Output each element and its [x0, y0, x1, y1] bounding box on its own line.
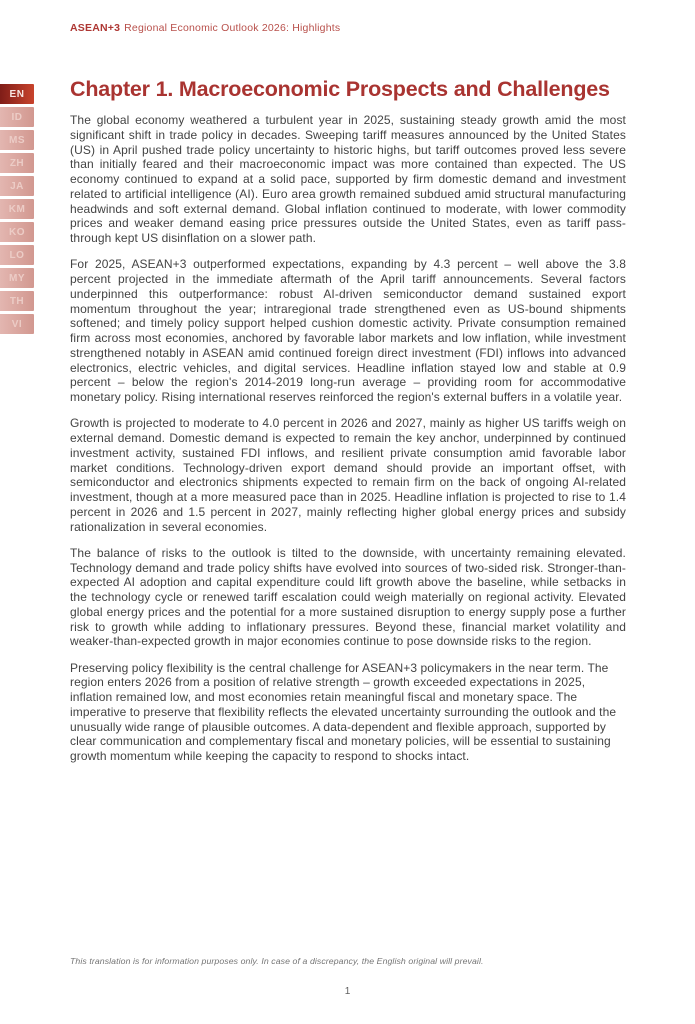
- chapter-title: Chapter 1. Macroeconomic Prospects and Challenges: [70, 77, 610, 101]
- lang-tab-ko[interactable]: KO: [0, 222, 34, 242]
- paragraph-balance-of-risks: The balance of risks to the outlook is tilted to the downside, with uncertainty remaining elevated. Technology demand and trade policy shifts have evolved into sources of two-sided risk. Stronger-than-expected AI adoption and capital expenditure could lift growth above the baseline, while setbacks in the technology cycle or renewed tariff escalation could weigh materially on regional activity. Elevated global energy prices and the potential for a more sustained disruption to energy supply pose a further risk to growth while adding to inflationary pressures. Beyond these, financial market volatility and weaker-than-expected growth in major economies continue to pose downside risks to the region.: [70, 545, 626, 649]
- paragraph-2025-performance: For 2025, ASEAN+3 outperformed expectations, expanding by 4.3 percent – well above the 3.8 percent projected in the immediate aftermath of the April tariff announcements. Several factors underpinned this outperformance: robust AI-driven semiconductor demand sustained export momentum throughout the year; intraregional trade strengthened even as US-bound shipments softened; and timely policy support helped cushion domestic activity. Private consumption remained firm across most economies, anchored by favorable labor markets and low inflation, while investment strengthened notably in ASEAN amid continued foreign direct investment (FDI) inflows into advanced electronics, electric vehicles, and digital services. Headline inflation stayed low and stable at 0.9 percent – below the region's 2014-2019 long-run average – providing room for accommodative monetary policy. Rising international reserves reinforced the region's external buffers in a volatile year.: [70, 257, 626, 404]
- report-subtitle: Regional Economic Outlook 2026: Highlights: [124, 22, 341, 34]
- document-header: [70, 22, 340, 34]
- report-brand: ASEAN+3: [70, 22, 121, 34]
- lang-tab-id[interactable]: ID: [0, 107, 34, 127]
- paragraph-global-economy: The global economy weathered a turbulent year in 2025, sustaining steady growth amid the most significant shift in trade policy in decades. Sweeping tariff measures announced by the United States (US) in April pushed trade policy uncertainty to historic highs, but tariff outcomes proved less severe than initially feared and their macroeconomic impact was more contained than expected. The US economy continued to expand at a solid pace, supported by firm domestic demand and investment related to artificial intelligence (AI). Euro area growth remained subdued amid structural manufacturing headwinds and soft external demand. Global inflation continued to moderate, with lower commodity prices and weaker demand easing price pressures outside the United States, even as tariff pass-through kept US disinflation on a slower path.: [70, 113, 626, 245]
- lang-tab-th[interactable]: TH: [0, 291, 34, 311]
- lang-tab-ja[interactable]: JA: [0, 176, 34, 196]
- translation-disclaimer: This translation is for information purposes only. In case of a discrepancy, the English original will prevail.: [70, 956, 484, 966]
- paragraph-growth-projection: Growth is projected to moderate to 4.0 percent in 2026 and 2027, mainly as higher US tariffs weigh on external demand. Domestic demand is expected to remain the key anchor, underpinned by continued investment activity, sustained FDI inflows, and resilient private consumption amid favorable labor market conditions. Technology-driven export demand should provide an important offset, with semiconductor and electronics shipments expected to remain firm on the back of ongoing AI-related investment, though at a more measured pace than in 2025. Headline inflation is projected to rise to 1.4 percent in 2026 and 1.5 percent in 2027, mainly reflecting higher global energy prices and subsidy rationalization in several economies.: [70, 416, 626, 534]
- main-content: [70, 76, 626, 775]
- paragraph-policy-flexibility: Preserving policy flexibility is the central challenge for ASEAN+3 policymakers in the near term. The region enters 2026 from a position of relative strength – growth exceeded expectations in 2025, inflation remained low, and most economies retain meaningful fiscal and monetary space. The imperative to preserve that flexibility reflects the elevated uncertainty surrounding the outlook and the unusually wide range of plausible outcomes. A data-dependent and flexible approach, supported by clear communication and complementary fiscal and monetary policies, will be essential to sustaining growth momentum while keeping the capacity to respond to shocks intact.: [70, 660, 617, 763]
- lang-tab-vi[interactable]: VI: [0, 314, 34, 334]
- language-sidebar: [0, 84, 34, 334]
- lang-tab-km[interactable]: KM: [0, 199, 34, 219]
- lang-tab-en[interactable]: EN: [0, 84, 34, 104]
- page-number: 1: [344, 986, 351, 997]
- lang-tab-lo[interactable]: LO: [0, 245, 34, 265]
- lang-tab-my[interactable]: MY: [0, 268, 34, 288]
- lang-tab-zh[interactable]: ZH: [0, 153, 34, 173]
- lang-tab-ms[interactable]: MS: [0, 130, 34, 150]
